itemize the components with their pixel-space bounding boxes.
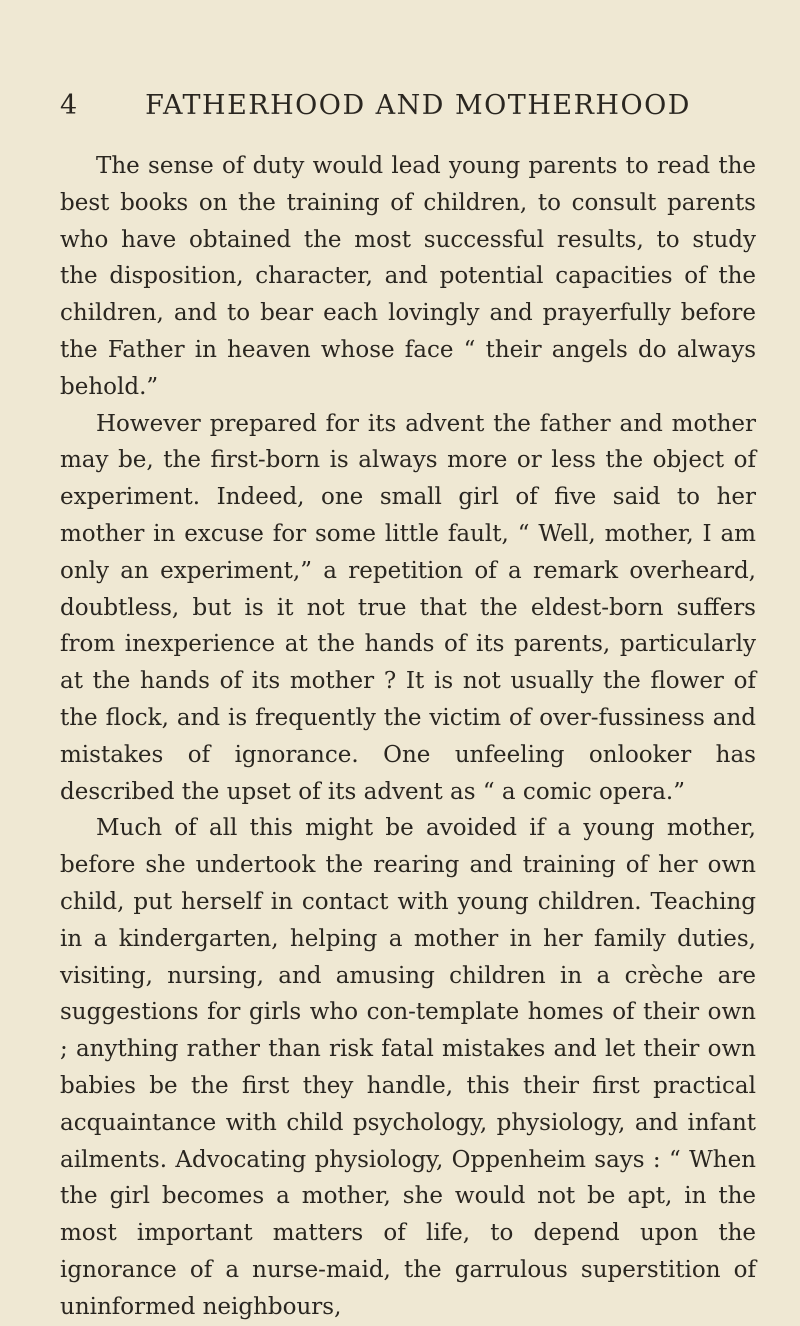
page-number: 4 [60,90,79,121]
paragraph-young-mother: Much of all this might be avoided if a young mother, before she undertook the rearing and training of her own child, put herself in contact with young children. Teaching in a kindergarten, helping a mother in her family duties, visiting, nursing, and amusing children in a crèche are suggestions for girls who con-template homes of their own ; anything rather than risk fatal mistakes and let their own babies be the first they handle, this their first practical acquaintance with child psychology, physiology, and infant ailments. Advocating physiology, Oppenheim says : “ When the girl becomes a mother, she would not be apt, in the most important matters of life, to depend upon the ignorance of a nurse-maid, the garrulous superstition of uninformed neighbours, [60,815,756,1320]
running-head [60,90,756,130]
paragraph-first-born: However prepared for its advent the father and mother may be, the first-born is always more or less the object of experiment. Indeed, one small girl of five said to her mother in excuse for some little fault, “ Well, mother, I am only an experiment,” a repetition of a remark overheard, doubtless, but is it not true that the eldest-born suffers from inexperience at the hands of its parents, particularly at the hands of its mother ? It is not usually the flower of the flock, and is frequently the victim of over-fussiness and mistakes of ignorance. One unfeeling onlooker has described the upset of its advent as “ a comic opera.” [60,410,756,805]
running-head-title: FATHERHOOD AND MOTHERHOOD [145,90,691,121]
body-text [60,148,756,1326]
paragraph-duty: The sense of duty would lead young parents to read the best books on the training of children, to consult parents who have obtained the most successful results, to study the disposition, character, and potential capacities of the children, and to bear each lovingly and prayerfully before the Father in heaven whose face “ their angels do always behold.” [60,153,756,400]
